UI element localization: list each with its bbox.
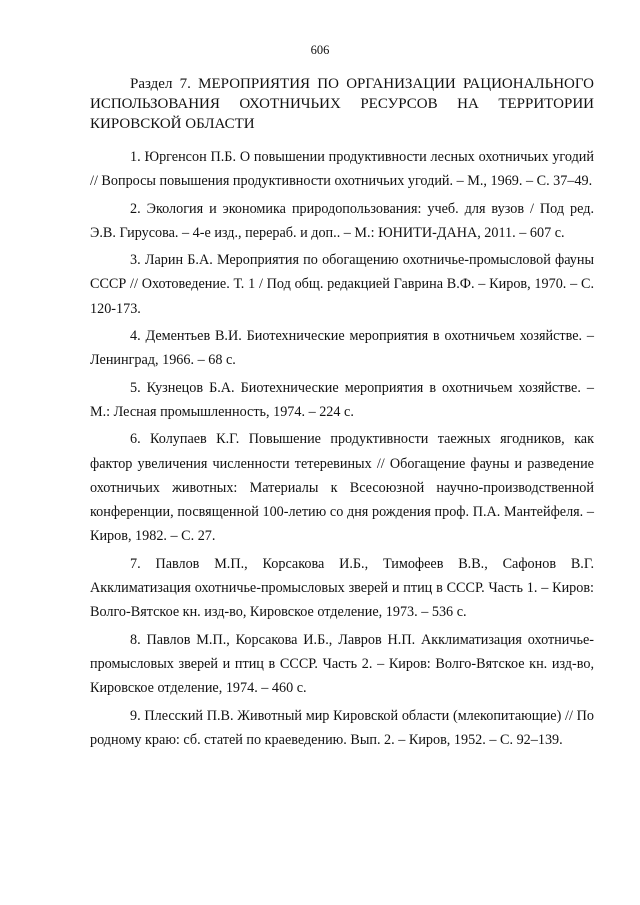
section-heading-line: Раздел 7. МЕРОПРИЯТИЯ ПО ОРГАНИЗАЦИИ РАЦИОНАЛЬНОГО — [130, 76, 594, 92]
reference-item: 9. Плесский П.В. Животный мир Кировской области (млекопитающие) // По родному краю: сб. статей по краеведению. Вып. 2. – Киров, 1952. – С. 92–139. — [90, 707, 594, 748]
reference-item: 1. Юргенсон П.Б. О повышении продуктивности лесных охотничьих угодий // Вопросы повышения продуктивности охотничьих угодий. – М., 1969. – С. 37–49. — [90, 149, 594, 190]
reference-item: 2. Экология и экономика природопользования: учеб. для вузов / Под ред. Э.В. Гирусова. – 4-е изд., перераб. и доп.. – М.: ЮНИТИ-ДАНА, 2011. – 607 с. — [90, 200, 594, 241]
reference-item: 5. Кузнецов Б.А. Биотехнические мероприятия в охотничьем хозяйстве. – М.: Лесная промышленность, 1974. – 224 с. — [90, 379, 594, 420]
section-heading — [90, 74, 594, 134]
section-heading-line: КИРОВСКОЙ ОБЛАСТИ — [90, 116, 255, 132]
reference-item: 7. Павлов М.П., Корсакова И.Б., Тимофеев В.В., Сафонов В.Г. Акклиматизация охотничье-промысловых зверей и птиц в СССР. Часть 1. – Киров: Волго-Вятское кн. изд-во, Кировское отделение, 1973. – 536 с. — [90, 555, 594, 621]
section-heading-line: ИСПОЛЬЗОВАНИЯ ОХОТНИЧЬИХ РЕСУРСОВ НА ТЕРРИТОРИИ — [90, 96, 594, 112]
reference-item: 4. Дементьев В.И. Биотехнические мероприятия в охотничьем хозяйстве. – Ленинград, 1966. – 68 с. — [90, 328, 594, 369]
reference-item: 3. Ларин Б.А. Мероприятия по обогащению охотничье-промысловой фауны СССР // Охотоведение. Т. 1 / Под общ. редакцией Гаврина В.Ф. – Киров, 1970. – С. 120-173. — [90, 252, 594, 317]
reference-item: 8. Павлов М.П., Корсакова И.Б., Лавров Н.П. Акклиматизация охотничье-промысловых зверей и птиц в СССР. Часть 2. – Киров: Волго-Вятское кн. изд-во, Кировское отделение, 1974. – 460 с. — [90, 631, 594, 697]
reference-item: 6. Колупаев К.Г. Повышение продуктивности таежных ягодников, как фактор увеличения численности тетеревиных // Обогащение фауны и разведение охотничьих животных: Материалы к Всесоюзной научно-производственной конференции, посвященной 100-летию со дня рождения проф. П.А. Мантейфеля. – Киров, 1982. – С. 27. — [90, 431, 594, 545]
page-number: 606 — [310, 43, 330, 57]
reference-list — [90, 145, 594, 755]
